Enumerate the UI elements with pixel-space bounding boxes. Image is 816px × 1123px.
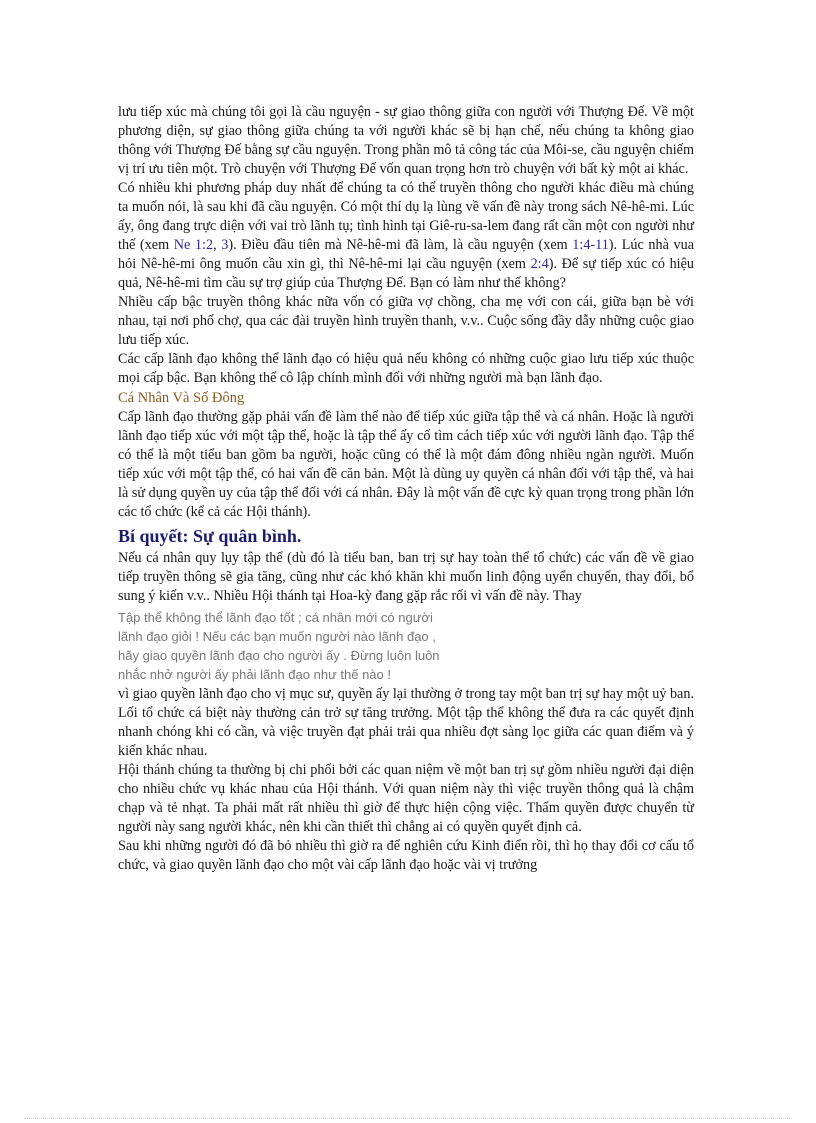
paragraph-leaders: Các cấp lãnh đạo không thể lãnh đạo có hiệu quả nếu không có những cuộc giao lưu tiếp xúc thuộc mọi cấp bậc. Bạn không thể cô lập chính mình đối với những người mà bạn lãnh đạo. xyxy=(118,351,694,386)
section-heading: Bí quyết: Sự quân bình. xyxy=(118,526,302,546)
paragraph-church-board: Hội thánh chúng ta thường bị chi phối bởi các quan niệm về một ban trị sự gồm nhiều người đại diện cho nhiều chức vụ khác nhau của Hội thánh. Với quan niệm này thì việc truyền thông quả là chậm chạp và tẻ nhạt. Ta phải mất rất nhiều thì giờ để thực hiện cộng việc. Thẩm quyền được chuyển từ người này sang người khác, nên khi cần thiết thì chẳng ai có quyền quyết định cả. xyxy=(118,762,694,835)
page-bottom-divider xyxy=(24,1118,792,1119)
paragraph-communication-levels: Nhiều cấp bậc truyền thông khác nữa vốn có giữa vợ chồng, cha mẹ với con cái, giữa bạn bè với nhau, tại nơi phố chợ, qua các đài truyền hình truyền thanh, v.v.. Cuộc sống đầy dẫy những cuộc giao lưu tiếp xúc. xyxy=(118,294,694,348)
text-segment: ). Điều đầu tiên mà Nê-hê-mi đã làm, là cầu nguyện (xem xyxy=(228,237,573,253)
text-separator: , xyxy=(213,237,222,253)
paragraph-restructure: Sau khi những người đó đã bỏ nhiều thì giờ ra để nghiên cứu Kinh điển rồi, thì họ thay đổi cơ cấu tổ chức, và giao quyền lãnh đạo cho một vài cấp lãnh đạo hoặc vài vị trưởng xyxy=(118,838,694,873)
scripture-link-ne-1-2[interactable]: Ne 1:2 xyxy=(173,237,214,253)
text-segment: Có nhiều khi phương pháp duy nhất để chúng ta có thể truyền thông cho người khác điều mà chúng ta muốn nói, là sau khi đã cầu nguyện. Có một thí dụ lạ lùng về vấn đề này trong sách Nê-hê-mi. Lúc ấy, ông đang trực diện với vai trò lãnh tụ; tình hình tại Giê-ru-sa-lem đang rất cần một con người như thế (xem xyxy=(118,180,694,253)
paragraph-nehemiah xyxy=(118,179,694,293)
scripture-link-3[interactable]: 3 xyxy=(221,237,229,253)
paragraph-prayer-intro: lưu tiếp xúc mà chúng tôi gọi là cầu nguyện - sự giao thông giữa con người với Thượng Đế. Về một phương diện, sự giao thông giữa chúng ta với người khác sẽ bị hạn chế, nếu chúng ta không giao thông với Thượng Đế bằng sự cầu nguyện. Trong phần mô tả công tác của Môi-se, cầu nguyện chiếm vị trí ưu tiên một. Trò chuyện với Thượng Đế vốn quan trọng hơn trò chuyện với bất kỳ một ai khác. xyxy=(118,104,694,177)
section-subheading: Cá Nhân Và Số Đông xyxy=(118,390,245,406)
document-body xyxy=(118,103,694,875)
paragraph-individual-group: Cấp lãnh đạo thường gặp phải vấn đề làm thế nào để tiếp xúc giữa tập thể và cá nhân. Hoặc là người lãnh đạo tiếp xúc với một tập thể, hoặc là tập thể ấy cố tìm cách tiếp xúc với người lãnh đạo. Tập thể có thể là một tiểu ban gồm ba người, hoặc cũng có thể là một đám đông nhiều ngàn người. Muốn tiếp xúc với một tập thể, có hai vấn đề căn bản. Một là dùng uy quyền cá nhân đối với tập thể, và hai là sử dụng quyền uy của tập thể đối với cá nhân. Đây là một vấn đề cực kỳ quan trọng trong phần lớn các tổ chức (kể cả các Hội thánh). xyxy=(118,409,694,520)
scripture-link-2-4[interactable]: 2:4 xyxy=(530,256,549,272)
quote-line: nhắc nhở người ấy phải lãnh đạo như thế nào ! xyxy=(118,667,391,682)
text-segment: ). Để sự tiếp xúc có hiệu quả, Nê-hê-mi tìm cầu sự trợ giúp của Thượng Đế. Bạn có làm như thế không? xyxy=(118,256,694,291)
quote-line: lãnh đạo giỏi ! Nếu các bạn muốn người nào lãnh đạo , xyxy=(118,629,436,644)
pull-quote xyxy=(118,608,694,684)
text-segment: ). Lúc nhà vua hỏi Nê-hê-mi ông muốn cầu xin gì, thì Nê-hê-mi lại cầu nguyện (xem xyxy=(118,237,694,272)
quote-line: hãy giao quyền lãnh đạo cho người ấy . Đừng luôn luôn xyxy=(118,648,440,663)
scripture-link-1-4-11[interactable]: 1:4-11 xyxy=(572,237,609,253)
paragraph-board: vì giao quyền lãnh đạo cho vị mục sư, quyền ấy lại thường ở trong tay một ban trị sự hay một uỷ ban. Lối tổ chức cá biệt này thường cản trở sự tăng trưởng. Một tập thể không thể đưa ra các quyết định nhanh chóng khi có cần, và việc truyền đạt phải trải qua nhiều đợt sàng lọc giữa các quan điểm và ý kiến khác nhau. xyxy=(118,686,694,759)
quote-line: Tập thể không thể lãnh đạo tốt ; cá nhân mới có người xyxy=(118,610,433,625)
paragraph-balance: Nếu cá nhân quy lụy tập thể (dù đó là tiểu ban, ban trị sự hay toàn thể tổ chức) các vấn đề về giao tiếp truyền thông sẽ gia tăng, cũng như các khó khăn khi muốn linh động uyển chuyển, thay đổi, bổ sung ý kiến v.v.. Nhiều Hội thánh tại Hoa-kỳ đang gặp rắc rối vì vấn đề này. Thay xyxy=(118,550,694,604)
